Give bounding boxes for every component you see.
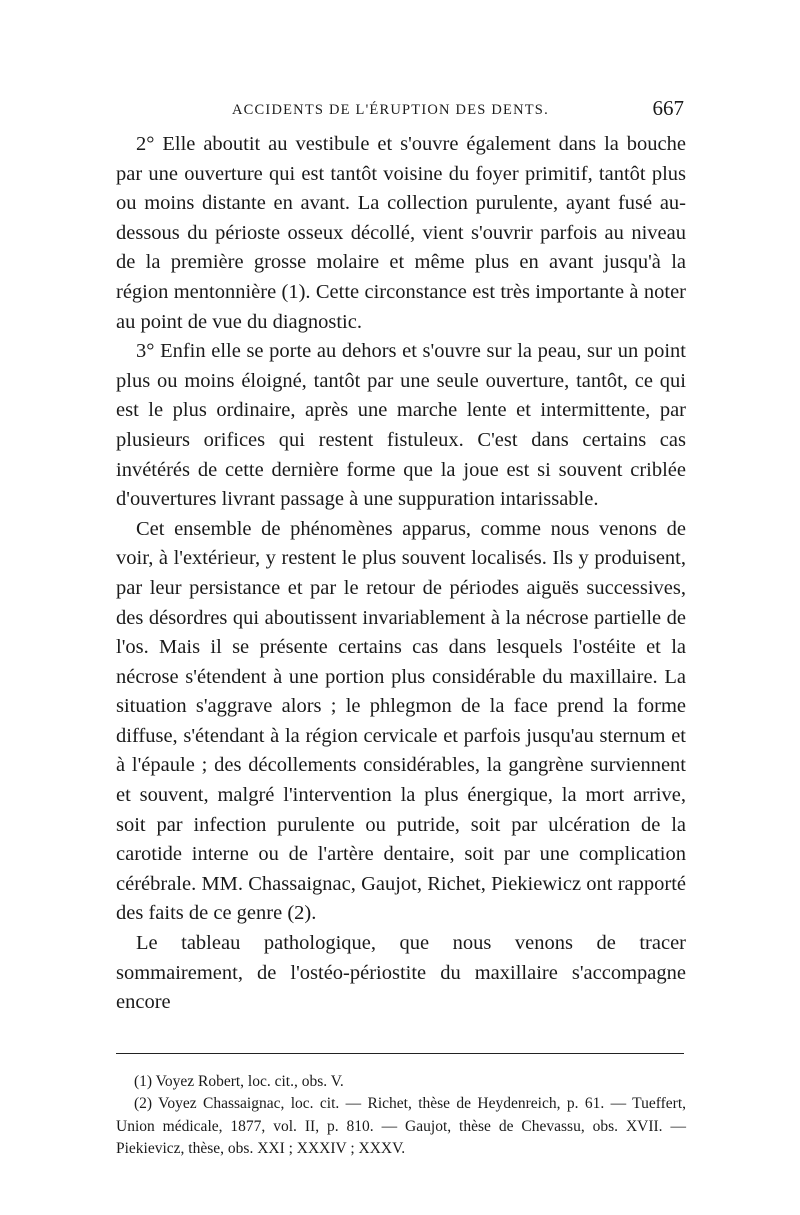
paragraph: Le tableau pathologique, que nous venons de tracer sommairement, de l'ostéo-périostite du maxillaire s'accompagne encore — [116, 932, 686, 1014]
book-page — [116, 96, 686, 1161]
body-text — [116, 130, 686, 1018]
page-header — [116, 96, 686, 126]
footnote-separator — [116, 1053, 684, 1054]
footnote: (2) Voyez Chassaignac, loc. cit. — Richet, thèse de Heydenreich, p. 61. — Tueffert, Union médicale, 1877, vol. II, p. 810. — Gaujot, thèse de Chevassu, obs. XVII. — Piekievicz, thèse, obs. XXI ; XXXIV ; XXXV. — [116, 1095, 686, 1158]
paragraph: 3° Enfin elle se porte au dehors et s'ouvre sur la peau, sur un point plus ou moins éloigné, tantôt par une seule ouverture, tantôt, ce qui est le plus ordinaire, après une marche lente et intermittente, par plusieurs orifices qui restent fistuleux. C'est dans certains cas invétérés de cette dernière forme que la joue est si souvent criblée d'ouvertures livrant passage à une suppuration intarissable. — [116, 340, 686, 511]
paragraph: Cet ensemble de phénomènes apparus, comme nous venons de voir, à l'extérieur, y restent le plus souvent localisés. Ils y produisent, par leur persistance et par le retour de périodes aiguës successives, des désordres qui aboutissent invariablement à la nécrose partielle de l'os. Mais il se présente certains cas dans lesquels l'ostéite et la nécrose s'étendent à une portion plus considérable du maxillaire. La situation s'aggrave alors ; le phlegmon de la face prend la forme diffuse, s'étendant à la région cervicale et parfois jusqu'au sternum et à l'épaule ; des décollements considérables, la gangrène surviennent et souvent, malgré l'intervention la plus énergique, la mort arrive, soit par infection purulente ou putride, soit par ulcération de la carotide interne ou de l'artère dentaire, soit par une complication cérébrale. MM. Chassaignac, Gaujot, Richet, Piekiewicz ont rapporté des faits de ce genre (2). — [116, 517, 686, 925]
page-number: 667 — [652, 96, 684, 120]
paragraph: 2° Elle aboutit au vestibule et s'ouvre également dans la bouche par une ouverture qui est tantôt voisine du foyer primitif, tantôt plus ou moins distante en avant. La collection purulente, ayant fusé au-dessous du périoste osseux décollé, vient s'ouvrir parfois au niveau de la première grosse molaire et même plus en avant jusqu'à la région mentonnière (1). Cette circonstance est très importante à noter au point de vue du diagnostic. — [116, 133, 686, 333]
footnotes — [116, 1071, 686, 1161]
running-head: ACCIDENTS DE L'ÉRUPTION DES DENTS. — [232, 102, 549, 118]
footnote: (1) Voyez Robert, loc. cit., obs. V. — [134, 1072, 344, 1090]
